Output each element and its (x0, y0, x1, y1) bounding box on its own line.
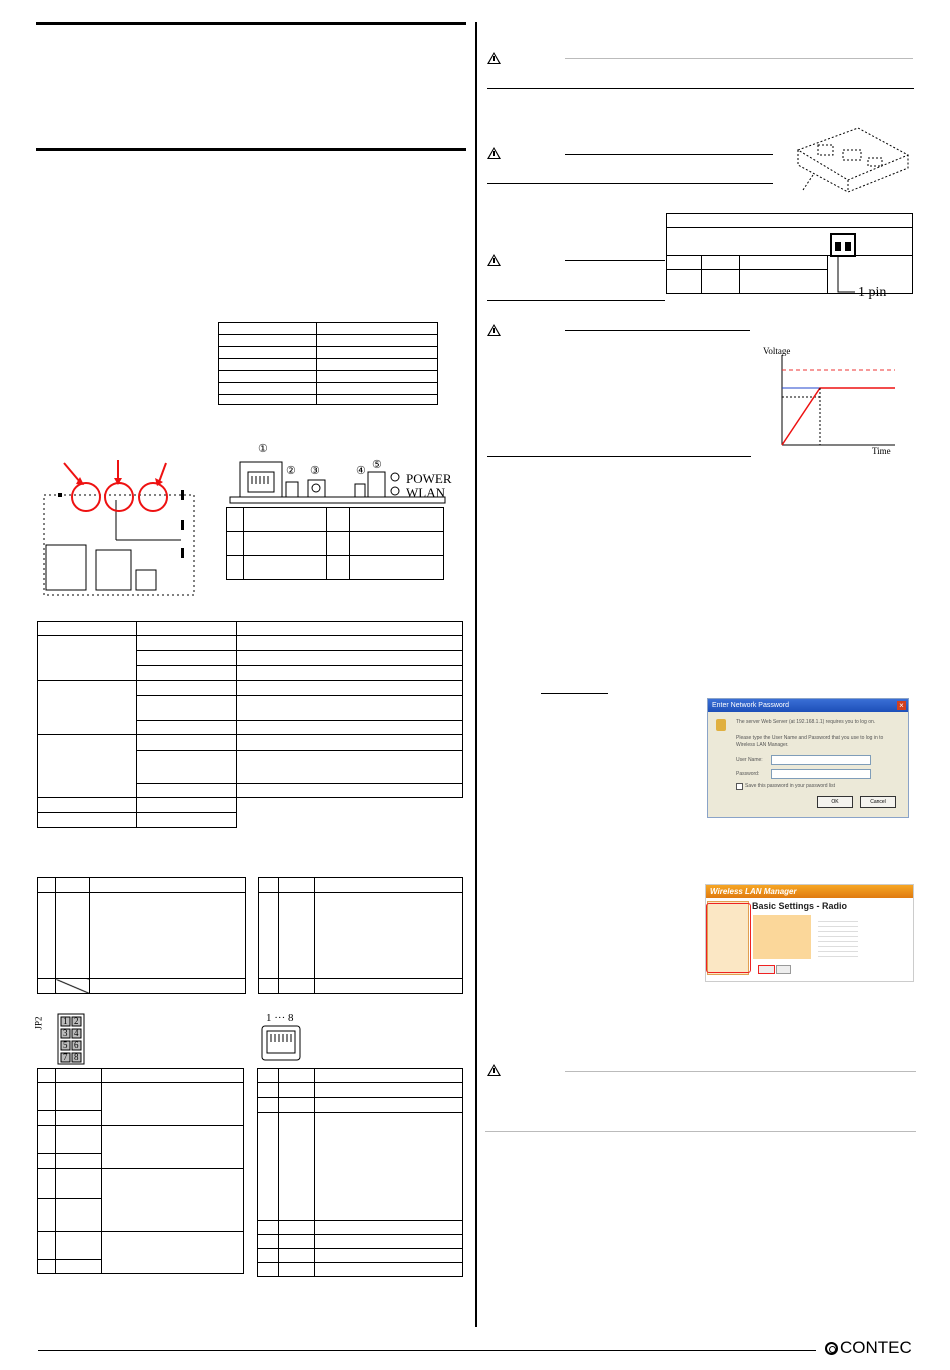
key-icon (716, 719, 726, 731)
jumper-pin-7: 7 (63, 1052, 68, 1062)
connector-icon (830, 233, 860, 293)
section-rule-left (36, 148, 466, 151)
jumper-pin-8: 8 (74, 1052, 79, 1062)
spec-table (218, 322, 438, 405)
manager-screenshot (705, 884, 914, 982)
reset-button[interactable] (776, 965, 791, 974)
connector-pin-label: 1 pin (858, 285, 887, 300)
jumper-pin-2: 2 (74, 1016, 79, 1026)
manager-sidebar-highlight (706, 903, 751, 973)
dip-label-1: ① (258, 443, 268, 455)
warning-rule (565, 1071, 916, 1072)
save-password-label: Save this password in your password list (745, 783, 836, 789)
contec-logo-icon (825, 1342, 838, 1355)
password-input[interactable] (771, 769, 871, 779)
cancel-button[interactable]: Cancel (860, 796, 896, 808)
jumper-pin-5: 5 (63, 1040, 68, 1050)
warning-icon (487, 147, 501, 159)
column-divider (475, 22, 477, 1327)
rj45-figure (262, 1026, 302, 1062)
close-icon[interactable]: × (897, 701, 906, 710)
pin-table-b (258, 877, 463, 994)
warning-icon (487, 52, 501, 64)
password-dialog-hint: Please type the User Name and Password that you use to log in to Wireless LAN Manager. (736, 735, 884, 748)
save-password-checkbox[interactable] (736, 783, 743, 790)
warning-rule (487, 183, 773, 184)
dip-label-5: ⑤ (372, 459, 382, 471)
warning-rule (565, 260, 665, 261)
dip-label-2: ② (286, 465, 296, 477)
chart-axis-y-label: Voltage (763, 346, 791, 356)
section-rule-right (487, 88, 914, 89)
section-rule-bottom (485, 1131, 916, 1132)
password-dialog-prompt: The server Web Server (at 192.168.1.1) requires you to log on. (736, 719, 876, 725)
password-dialog (707, 698, 909, 818)
warning-rule (565, 330, 750, 331)
wlan-label: WLAN (406, 485, 445, 500)
jumper-pin-4: 4 (74, 1028, 79, 1038)
manager-form (753, 915, 811, 959)
pin-table-a (37, 877, 246, 994)
user-name-label: User Name: (736, 757, 763, 763)
submit-button[interactable] (758, 965, 775, 974)
dip-label-3: ③ (310, 465, 320, 477)
jumper-pin-6: 6 (74, 1040, 79, 1050)
jumper-table (37, 1068, 244, 1274)
password-dialog-title: Enter Network Password (708, 699, 908, 712)
footer-brand: CONTEC (840, 1338, 912, 1357)
jumper-pin-1: 1 (63, 1016, 68, 1026)
power-label: POWER (406, 471, 452, 486)
warning-rule (565, 154, 773, 155)
warning-icon (487, 254, 501, 266)
footer-rule (38, 1350, 816, 1351)
rj45-pin-range: 1 ··· 8 (266, 1012, 294, 1024)
settings-table (37, 621, 463, 828)
warning-icon (487, 1064, 501, 1076)
chart-axis-x-label: Time (872, 446, 891, 456)
dip-label-4: ④ (356, 465, 366, 477)
jumper-name: JP2 (33, 1016, 44, 1030)
warning-rule (487, 456, 751, 457)
device-sketch (788, 120, 913, 195)
warning-icon (487, 324, 501, 336)
power-connector-table (666, 213, 913, 294)
manager-page-title: Basic Settings - Radio (752, 901, 848, 911)
warning-rule (565, 58, 913, 59)
board-figure (36, 460, 206, 600)
link-underline[interactable] (541, 693, 608, 694)
led-legend-table (226, 507, 444, 580)
manager-brand: Wireless LAN Manager (710, 887, 797, 896)
manager-form-values (818, 917, 858, 957)
rj45-table (257, 1068, 463, 1277)
voltage-chart (760, 355, 905, 450)
manager-header (706, 885, 913, 898)
user-name-input[interactable] (771, 755, 871, 765)
top-rule-left (36, 22, 466, 25)
warning-rule (487, 300, 665, 301)
ok-button[interactable]: OK (817, 796, 853, 808)
password-label: Password: (736, 771, 760, 777)
jumper-pin-3: 3 (63, 1028, 68, 1038)
